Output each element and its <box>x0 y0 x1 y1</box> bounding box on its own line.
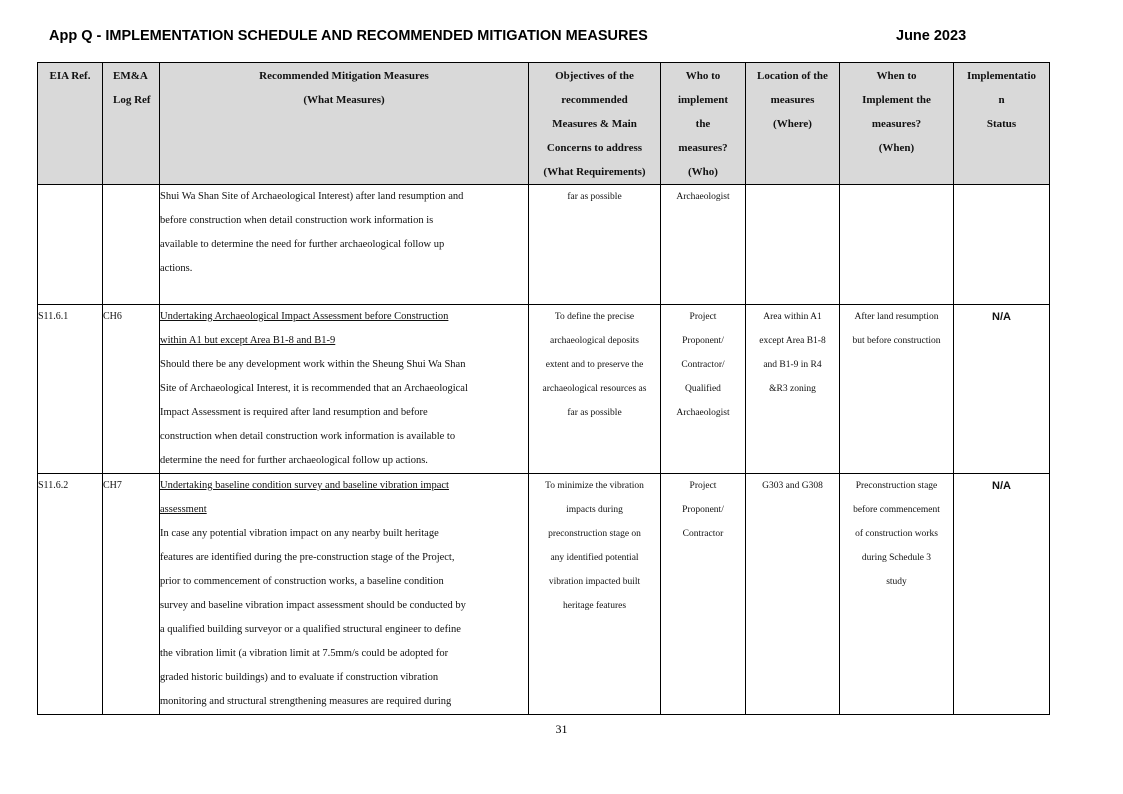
objectives-cell <box>529 185 661 305</box>
text-line: Preconstruction stage <box>855 481 938 491</box>
text-line: monitoring and structural strengthening measures are required during <box>160 696 452 707</box>
text-line: Archaeologist <box>676 408 730 418</box>
col-header-location <box>746 63 840 185</box>
log-ref-cell: CH6 <box>103 305 160 474</box>
status-cell: N/A <box>954 474 1050 715</box>
text-line: Area within A1 <box>763 312 822 322</box>
measure-body <box>160 522 528 714</box>
text-line: Who to <box>685 70 721 82</box>
text-line: prior to commencement of construction works, a baseline condition <box>160 576 444 587</box>
text-line: except Area B1-8 <box>759 336 826 346</box>
text-line: Concerns to address <box>546 142 643 154</box>
text-line: Implement the <box>862 94 931 106</box>
text-line: Should there be any development work within the Sheung Shui Wa Shan <box>160 359 466 370</box>
text-line: Undertaking baseline condition survey and baseline vibration impact <box>160 480 449 491</box>
text-line: Undertaking Archaeological Impact Assessment before Construction <box>160 311 449 322</box>
col-header-objectives <box>529 63 661 185</box>
text-line: Site of Archaeological Interest, it is recommended that an Archaeological <box>160 383 468 394</box>
text-line: Log Ref <box>113 94 151 106</box>
text-line: After land resumption <box>854 312 939 322</box>
text-line: Contractor <box>682 529 724 539</box>
text-line: the <box>695 118 711 130</box>
mitigation-measure-cell <box>160 474 529 715</box>
status-cell: N/A <box>954 305 1050 474</box>
text-line: Location of the <box>757 70 828 82</box>
when-cell <box>840 474 954 715</box>
text-line: &R3 zoning <box>769 384 816 394</box>
where-cell <box>746 185 840 305</box>
text-line: When to <box>876 70 917 82</box>
text-line: features are identified during the pre-construction stage of the Project, <box>160 552 455 563</box>
where-cell <box>746 305 840 474</box>
text-line: Impact Assessment is required after land resumption and before <box>160 407 428 418</box>
text-line: impacts during <box>566 505 623 515</box>
table-row <box>38 185 1050 305</box>
text-line: EM&A <box>113 70 148 82</box>
text-line: Objectives of the <box>555 70 634 82</box>
table-header-row <box>38 63 1050 185</box>
objectives-cell <box>529 305 661 474</box>
text-line: G303 and G308 <box>762 481 823 491</box>
text-line: the vibration limit (a vibration limit at 7.5mm/s could be adopted for <box>160 648 449 659</box>
text-line: Shui Wa Shan Site of Archaeological Interest) after land resumption and <box>160 191 464 202</box>
text-line: (When) <box>878 142 915 154</box>
text-line: extent and to preserve the <box>545 360 644 370</box>
measure-body <box>160 353 528 473</box>
text-line: To minimize the vibration <box>545 481 644 491</box>
col-header-who <box>661 63 746 185</box>
log-ref-cell <box>103 185 160 305</box>
eia-ref-cell: S11.6.1 <box>38 305 103 474</box>
text-line: Measures & Main <box>552 118 637 130</box>
text-line: vibration impacted built <box>548 577 641 587</box>
text-line: To define the precise <box>554 312 635 322</box>
who-cell <box>661 185 746 305</box>
text-line: In case any potential vibration impact on any nearby built heritage <box>160 528 439 539</box>
text-line: Status <box>986 118 1017 130</box>
col-header-mitigation-measures <box>160 63 529 185</box>
text-line: recommended <box>561 94 628 106</box>
text-line: (Where) <box>773 118 812 130</box>
text-line: any identified potential <box>550 553 639 563</box>
text-line: Contractor/ <box>681 360 725 370</box>
text-line: measures? <box>678 142 728 154</box>
text-line: Qualified <box>685 384 721 394</box>
text-line: (Who) <box>688 166 718 178</box>
text-line: assessment <box>160 504 207 515</box>
text-line: available to determine the need for further archaeological follow up <box>160 239 445 250</box>
log-ref-cell: CH7 <box>103 474 160 715</box>
text-line: a qualified building surveyor or a qualified structural engineer to define <box>160 624 461 635</box>
col-header-eia-ref <box>38 63 103 185</box>
text-line: (What Requirements) <box>543 166 646 178</box>
text-line: archaeological deposits <box>550 336 639 346</box>
who-cell <box>661 305 746 474</box>
text-line: Proponent/ <box>682 505 724 515</box>
col-header-when <box>840 63 954 185</box>
eia-ref-cell <box>38 185 103 305</box>
text-line: archaeological resources as <box>542 384 647 394</box>
when-cell <box>840 185 954 305</box>
text-line: Recommended Mitigation Measures <box>259 70 429 82</box>
objectives-cell <box>529 474 661 715</box>
text-line: study <box>886 577 907 587</box>
document-title: App Q - IMPLEMENTATION SCHEDULE AND RECOMMENDED MITIGATION MEASURES <box>49 28 648 44</box>
text-line: but before construction <box>852 336 941 346</box>
text-line: far as possible <box>567 192 622 202</box>
text-line: Archaeologist <box>676 192 730 202</box>
text-line: preconstruction stage on <box>548 529 641 539</box>
text-line: before construction when detail construction work information is <box>160 215 434 226</box>
text-line: (What Measures) <box>303 94 385 106</box>
text-line: during Schedule 3 <box>861 553 932 563</box>
text-line: within A1 but except Area B1-8 and B1-9 <box>160 335 336 346</box>
table-row <box>38 305 1050 474</box>
text-line: heritage features <box>562 601 627 611</box>
text-line: far as possible <box>567 408 622 418</box>
eia-ref-cell: S11.6.2 <box>38 474 103 715</box>
text-line: Project <box>689 312 717 322</box>
status-cell <box>954 185 1050 305</box>
mitigation-measure-cell <box>160 305 529 474</box>
document-date: June 2023 <box>896 28 967 44</box>
mitigation-measure-cell <box>160 185 529 305</box>
measure-heading <box>160 305 528 353</box>
page-number: 31 <box>555 722 568 736</box>
text-line: actions. <box>160 263 193 274</box>
who-cell <box>661 474 746 715</box>
text-line: implement <box>677 94 729 106</box>
text-line: measures <box>770 94 815 106</box>
text-line: n <box>998 94 1005 106</box>
col-header-em-a-log-ref <box>103 63 160 185</box>
text-line: before commencement <box>853 505 940 515</box>
text-line: measures? <box>871 118 922 130</box>
text-line: of construction works <box>855 529 938 539</box>
measure-heading <box>160 474 528 522</box>
col-header-status <box>954 63 1050 185</box>
text-line: graded historic buildings) and to evaluate if construction vibration <box>160 672 439 683</box>
text-line: and B1-9 in R4 <box>763 360 822 370</box>
text-line: EIA Ref. <box>49 70 91 82</box>
text-line: Implementatio <box>966 70 1037 82</box>
where-cell <box>746 474 840 715</box>
text-line: determine the need for further archaeological follow up actions. <box>160 455 428 466</box>
text-line: survey and baseline vibration impact assessment should be conducted by <box>160 600 466 611</box>
measure-body <box>160 185 528 281</box>
text-line: Proponent/ <box>682 336 724 346</box>
text-line: construction when detail construction work information is available to <box>160 431 456 442</box>
implementation-schedule-table <box>37 62 1050 715</box>
when-cell <box>840 305 954 474</box>
text-line: Project <box>689 481 717 491</box>
table-row <box>38 474 1050 715</box>
